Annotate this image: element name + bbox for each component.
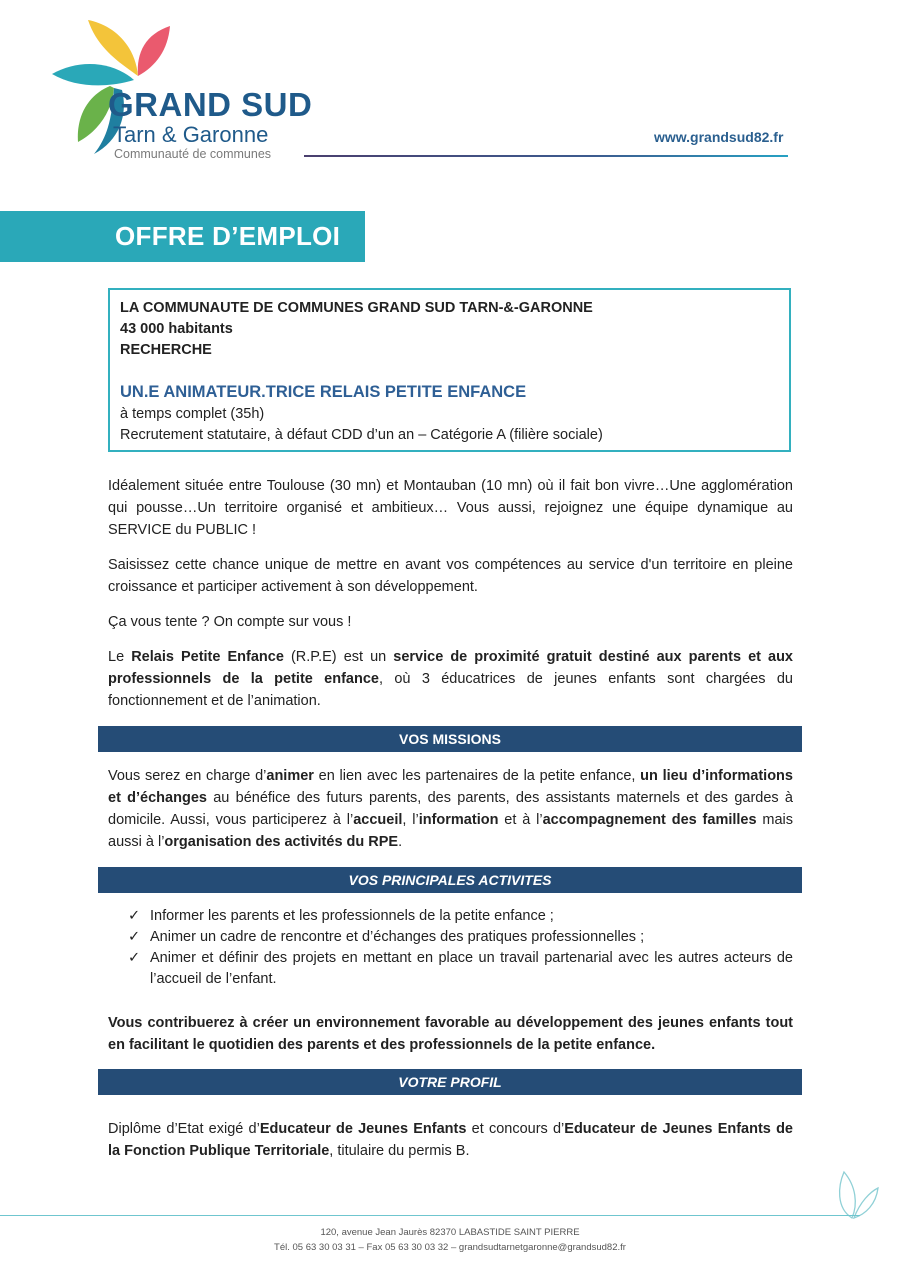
section-profile: VOTRE PROFIL	[98, 1069, 802, 1095]
intro-box	[108, 288, 791, 452]
footer-address: 120, avenue Jean Jaurès 82370 LABASTIDE SAINT PIERRE	[320, 1227, 580, 1238]
list-item: ✓ Animer un cadre de rencontre et d’échanges des pratiques professionnelles ;	[128, 927, 793, 948]
footer-contact: Tél. 05 63 30 03 31 – Fax 05 63 30 03 32 – grandsudtarnetgaronne@grandsud82.fr	[274, 1242, 626, 1253]
paragraph-location: Idéalement située entre Toulouse (30 mn) et Montauban (10 mn) où il fait bon vivre…Une agglomération qui pousse…Un territoire organisé et ambitieux… Vous aussi, rejoignez une équipe dynamique au SERVICE du PUBLIC !	[108, 478, 793, 538]
leaf-decoration-icon	[830, 1168, 880, 1220]
section-activities: VOS PRINCIPALES ACTIVITES	[98, 867, 802, 893]
intro-line-1: LA COMMUNAUTE DE COMMUNES GRAND SUD TARN-&-GARONNE	[120, 300, 593, 316]
intro-line-2: 43 000 habitants	[120, 321, 233, 337]
header-divider	[304, 155, 788, 157]
page-title: OFFRE D’EMPLOI	[115, 221, 341, 251]
section-missions: VOS MISSIONS	[98, 726, 802, 752]
checkmark-icon: ✓	[128, 950, 141, 966]
job-title: UN.E ANIMATEUR.TRICE RELAIS PETITE ENFANCE	[120, 383, 527, 401]
list-item: ✓ Informer les parents et les professionnels de la petite enfance ;	[128, 906, 793, 927]
checkmark-icon: ✓	[128, 929, 141, 945]
job-contract: Recrutement statutaire, à défaut CDD d’un an – Catégorie A (filière sociale)	[120, 427, 603, 443]
logo-name: GRAND SUD	[108, 86, 313, 123]
website-link[interactable]: www.grandsud82.fr	[654, 129, 784, 145]
contribution-statement: Vous contribuerez à créer un environnement favorable au développement des jeunes enfants tout en facilitant le quotidien des parents et des professionnels de la petite enfance.	[108, 1015, 793, 1053]
list-item: ✓ Animer et définir des projets en mettant en place un travail partenarial avec les autres acteurs de l’accueil de l’enfant.	[128, 950, 793, 987]
checkmark-icon: ✓	[128, 908, 141, 924]
profile-text: Diplôme d’Etat exigé d’Educateur de Jeunes Enfants et concours d’Educateur de Jeunes Enfants de la Fonction Publique Territoriale, titulaire du permis B.	[108, 1121, 793, 1159]
logo-subtitle: Tarn & Garonne	[113, 122, 269, 147]
footer-divider	[0, 1215, 860, 1216]
activities-list	[128, 906, 793, 990]
logo-community: Communauté de communes	[114, 147, 272, 161]
missions-text: Vous serez en charge d’animer en lien avec les partenaires de la petite enfance, un lieu d’informations et d’échanges au bénéfice des futurs parents, des parents, des assistants maternels et des gardes à domicile. Aussi, vous participerez à l’accueil, l’information et à l’accompagnement des familles mais aussi à l’organisation des activités du RPE.	[108, 768, 794, 850]
intro-line-3: RECHERCHE	[120, 342, 212, 358]
paragraph-rpe: Le Relais Petite Enfance (R.P.E) est un service de proximité gratuit destiné aux parents et aux professionnels de la petite enfance, où 3 éducatrices de jeunes enfants sont chargées du fonctionnement et de l’animation.	[108, 649, 794, 709]
paragraph-opportunity: Saisissez cette chance unique de mettre en avant vos compétences au service d'un territoire en pleine croissance et participer activement à son développement.	[108, 557, 793, 595]
job-time: à temps complet (35h)	[120, 406, 265, 422]
paragraph-call: Ça vous tente ? On compte sur vous !	[108, 614, 352, 630]
